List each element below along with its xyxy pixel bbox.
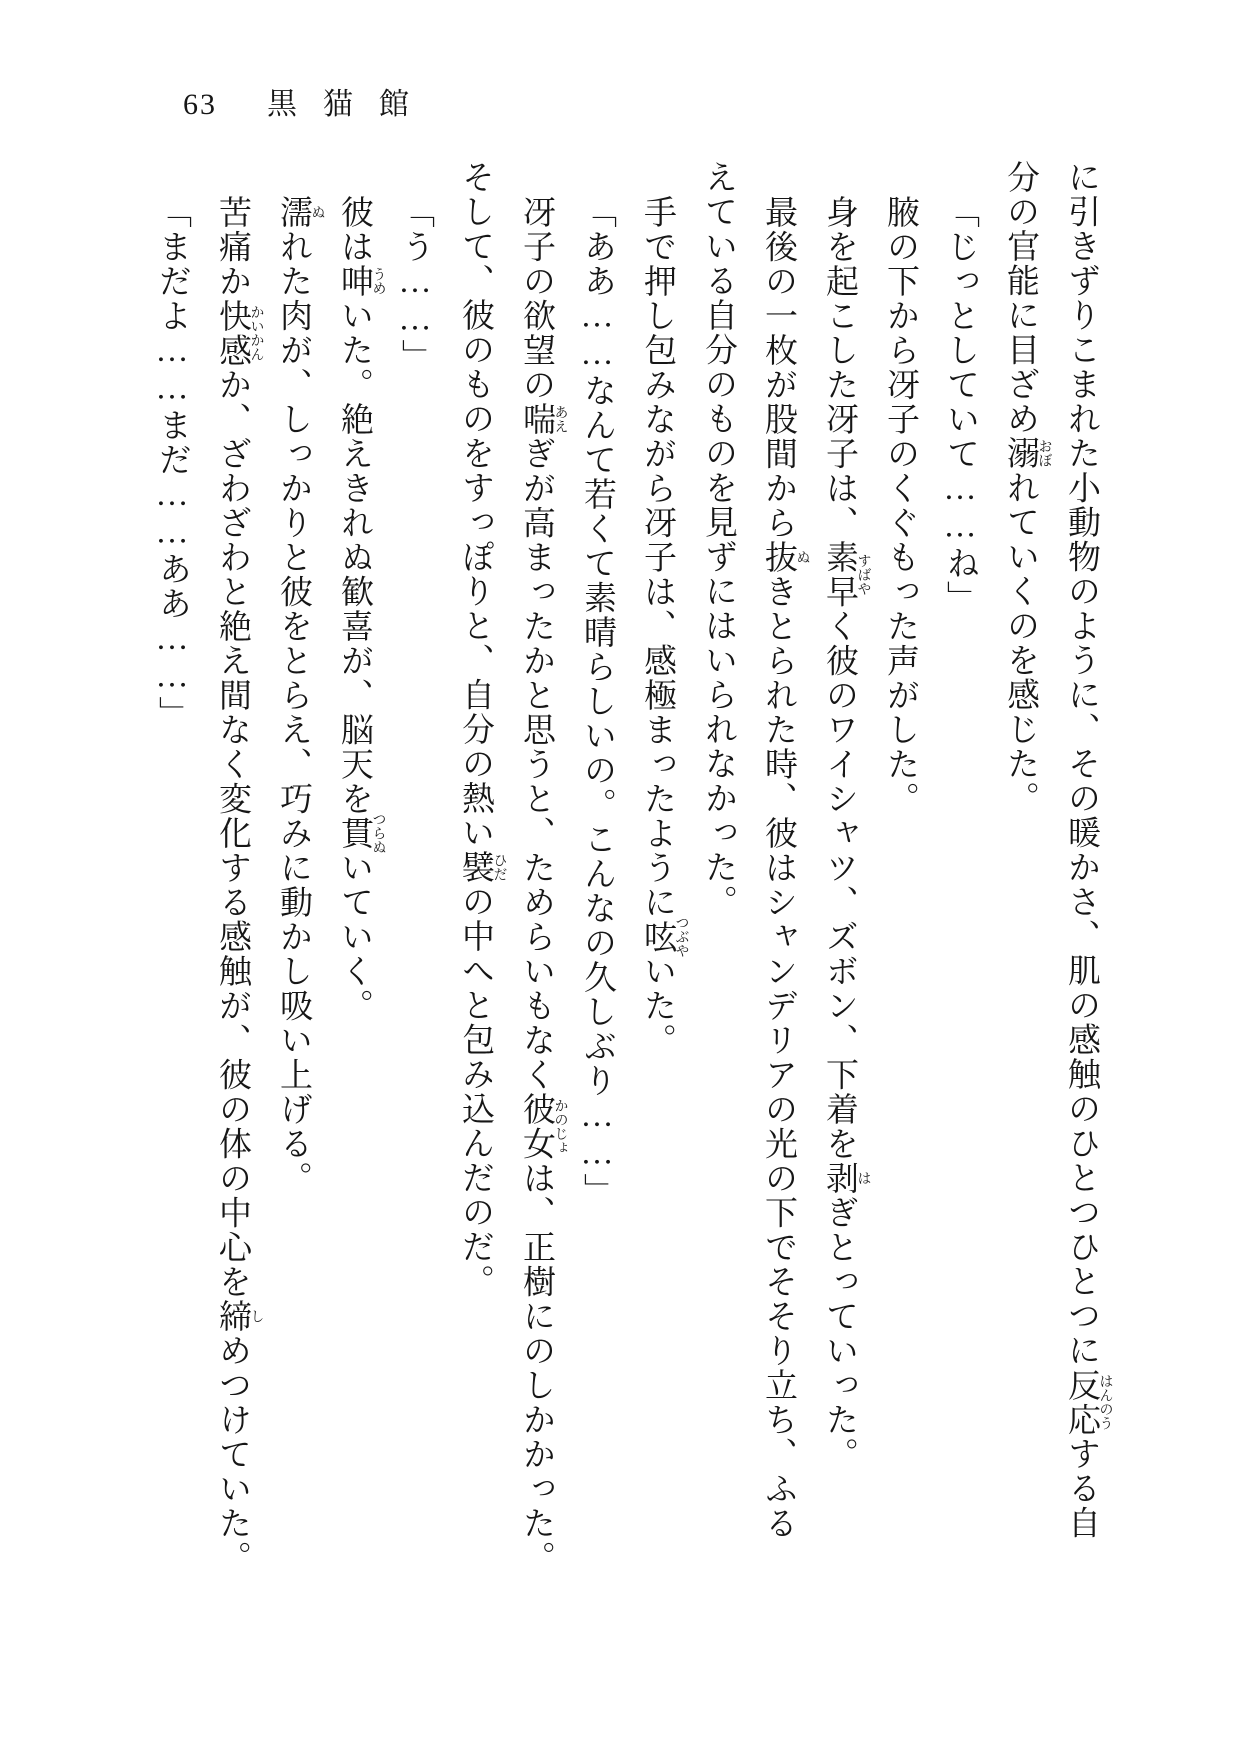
ruby-annotated-word: 溺おぼ — [1002, 436, 1052, 471]
ruby-annotated-word: 襞ひだ — [457, 850, 507, 885]
text-column: 「じっとしていて……ね」 — [942, 195, 978, 615]
book-title: 黒猫館 — [267, 88, 435, 121]
text-column: に引きずりこまれた小動物のように、その暖かさ、肌の感触のひとつひとつに反応はんのうする自 — [1063, 160, 1113, 1540]
ruby-annotated-word: 喘あえ — [518, 402, 568, 437]
text-column: 彼は呻うめいた。絶えきれぬ歓喜が、脳天を貫つらぬいていく。 — [336, 195, 386, 1023]
text-column: えている自分のものを見ずにはいられなかった。 — [700, 160, 736, 919]
ruby-annotated-word: 呻うめ — [336, 264, 386, 299]
ruby-annotated-word: 素早すばや — [821, 540, 871, 609]
ruby-annotated-word: 剥は — [821, 1161, 871, 1196]
ruby-annotated-word: 呟つぶや — [639, 915, 689, 958]
ruby-annotated-word: 貫つらぬ — [336, 812, 386, 855]
text-column: 身を起こした冴子は、素早すばやく彼のワイシャツ、ズボン、下着を剥はぎとっていった。 — [821, 195, 871, 1472]
text-column: 手で押し包みながら冴子は、感極まったように呟つぶやいた。 — [639, 195, 689, 1058]
text-columns — [142, 160, 1112, 1680]
text-column: そして、彼のものをすっぽりと、自分の熱い襞ひだの中へと包み込んだのだ。 — [457, 160, 507, 1299]
ruby-annotated-word: 快感かいかん — [214, 298, 264, 368]
text-column: 腋の下から冴子のくぐもった声がした。 — [882, 195, 918, 816]
text-column: 「まだよ……まだ……ああ……」 — [154, 195, 190, 731]
text-column: 「う……」 — [397, 195, 433, 374]
text-column: 濡ぬれた肉が、しっかりと彼をとらえ、巧みに動かし吸い上げる。 — [275, 195, 325, 1196]
ruby-annotated-word: 濡ぬ — [275, 195, 325, 230]
text-column: 最後の一枚が股間から抜ぬきとられた時、彼はシャンデリアの光の下でそそり立ち、ふる — [760, 195, 810, 1541]
running-header — [183, 88, 435, 122]
ruby-annotated-word: 締し — [214, 1299, 264, 1334]
ruby-annotated-word: 抜ぬ — [760, 540, 810, 575]
text-column: 苦痛か快感かいかんか、ざわざわと絶え間なく変化する感触が、彼の体の中心を締しめつけていた。 — [214, 195, 264, 1575]
text-column: 冴子の欲望の喘あえぎが高まったかと思うと、ためらいもなく彼女かのじょは、正樹にのしかかった。 — [518, 195, 568, 1575]
page-number: 63 — [183, 88, 217, 121]
ruby-annotated-word: 反応はんのう — [1063, 1367, 1113, 1437]
ruby-annotated-word: 彼女かのじょ — [518, 1092, 568, 1161]
text-column: 分の官能に目ざめ溺おぼれていくのを感じた。 — [1002, 160, 1052, 816]
text-column: 「ああ……なんて若くて素晴らしいの。こんなの久しぶり……」 — [579, 195, 615, 1208]
